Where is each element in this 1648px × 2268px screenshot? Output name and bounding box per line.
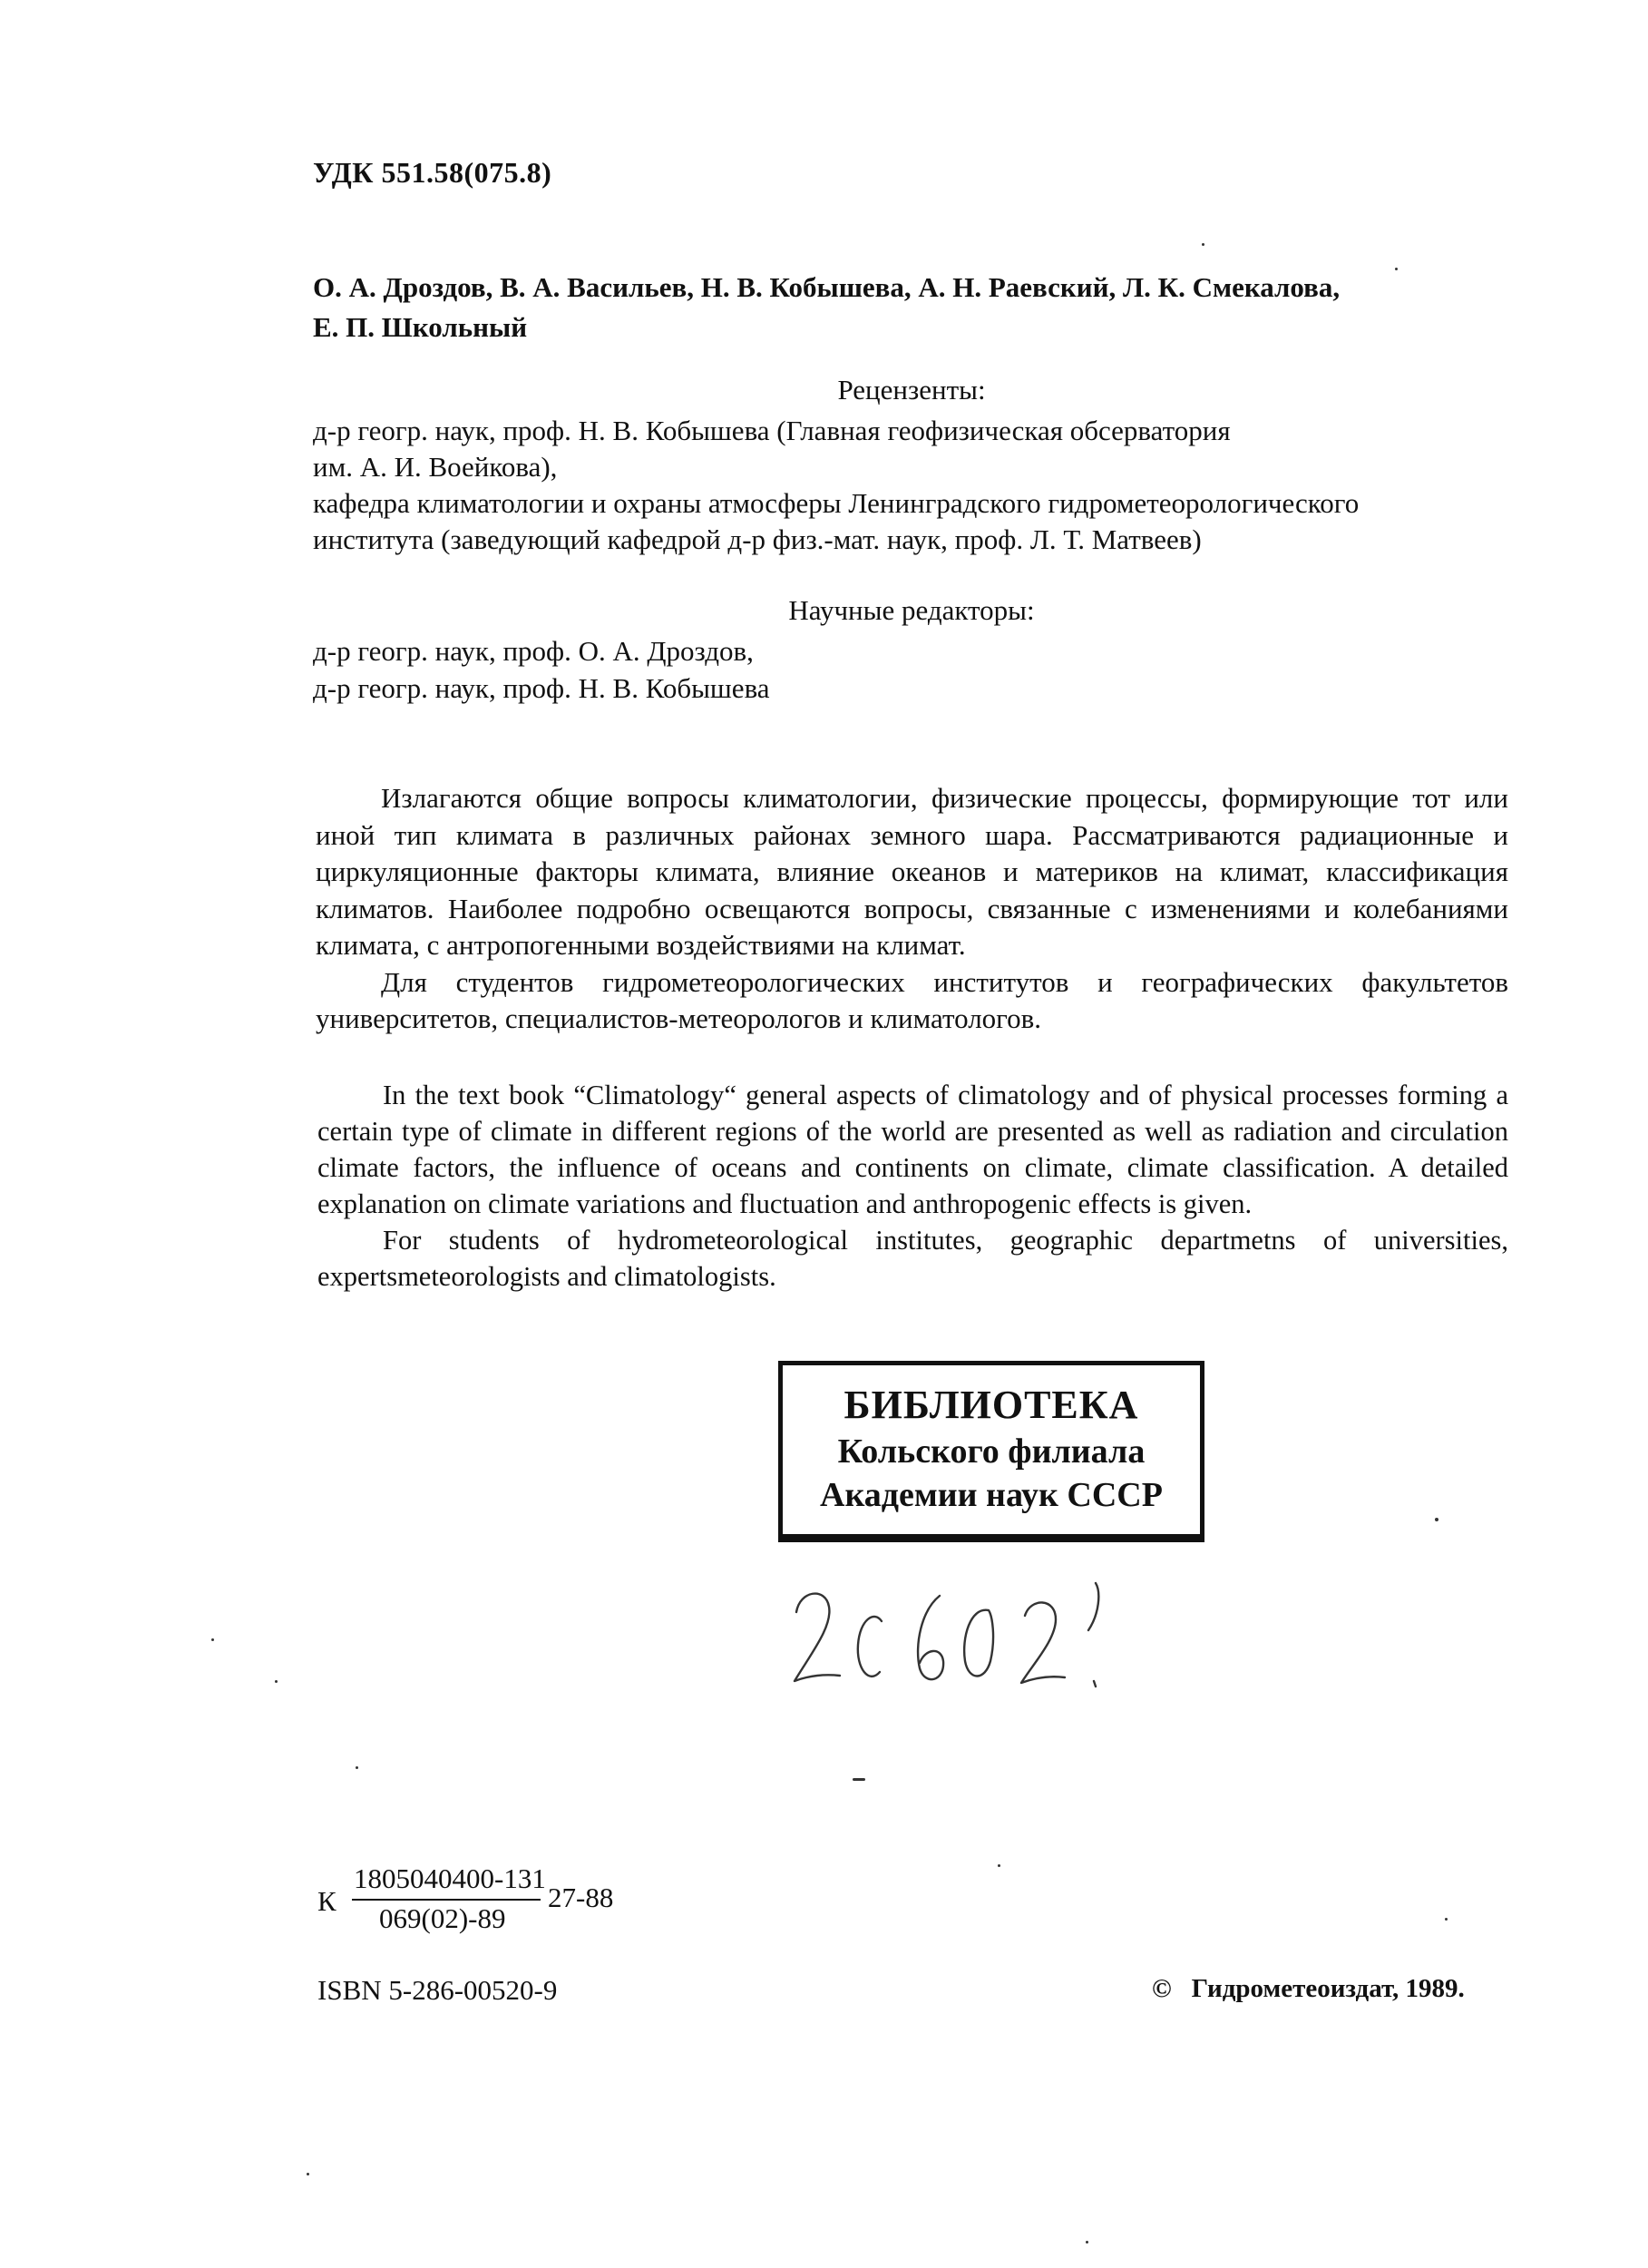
classification-letter: К [317,1885,336,1917]
reviewers-block [313,413,1510,558]
abstract-russian [316,780,1508,1038]
fraction-bar [352,1899,541,1901]
stamp-line-1: БИБЛИОТЕКА [844,1383,1139,1427]
editor-line: д-р геогр. наук, проф. Н. В. Кобышева [313,672,770,704]
scan-speck [1435,1518,1438,1521]
classification-denominator: 069(02)-89 [379,1902,506,1934]
scan-speck [1202,243,1204,246]
abstract-en-paragraph-1: In the text book “Climatology“ general aspects of climatology and of physical processes forming a certain type of climate in different regions of the world are presented as well as radiation and circulation climate factors, the influence of oceans and continents on climate, climate classification. A detailed explanation on climate variations and fluctuation and anthropogenic effects is given. [317,1080,1508,1219]
authors-line-1: О. А. Дроздов, В. А. Васильев, Н. В. Кобышева, А. Н. Раевский, Л. К. Смекалова, [313,271,1341,303]
abstract-english [317,1077,1508,1295]
editors-block [313,632,1510,707]
library-stamp [778,1361,1204,1542]
reviewer-line: им. А. И. Воейкова), [313,451,558,483]
hw-dot-mark [1094,1681,1096,1686]
isbn-number: ISBN 5-286-00520-9 [317,1974,558,2006]
copyright-publisher: Гидрометеоиздат, 1989. [1191,1974,1465,2003]
scan-speck [307,2173,309,2175]
classification-code [317,1855,680,1946]
reviewer-line: института (заведующий кафедрой д-р физ.-мат. наук, проф. Л. Т. Матвеев) [313,523,1202,555]
stamp-line-2: Кольского филиала [837,1432,1146,1471]
editors-title: Научные редакторы: [788,594,1035,626]
authors-list [313,268,1401,347]
hw-digit-6 [918,1596,943,1679]
hw-digit-2-second [1021,1602,1065,1683]
handwritten-inventory-number [787,1574,1150,1701]
abstract-en-paragraph-2: For students of hydrometeorological institutes, geographic departmetns of universities, expertsmeteorologists and climatologists. [317,1225,1508,1292]
editor-line: д-р геогр. наук, проф. О. А. Дроздов, [313,635,754,667]
abstract-ru-paragraph-2: Для студентов гидрометеорологических институтов и географических факультетов университетов, специалистов-метеорологов и климатологов. [316,965,1508,1034]
copyright-icon: © [1152,1974,1172,2003]
authors-line-2: Е. П. Школьный [313,311,528,343]
hw-digit-0-second [964,1610,993,1677]
abstract-ru-paragraph-1: Излагаются общие вопросы климатологии, физические процессы, формирующие тот или иной тип климата в различных районах земного шара. Рассматриваются радиационные и циркуляционные факторы климата, влияние океанов и материков на климат, классификация климатов. Наиболее подробно освещаются вопросы, связанные с изменениями и колебаниями климата, с антропогенными воздействиями на климат. [316,782,1508,961]
reviewers-title: Рецензенты: [837,374,986,406]
scan-speck [275,1680,278,1683]
udk-code: УДК 551.58(075.8) [313,156,552,189]
scan-speck [211,1638,214,1641]
scan-speck [356,1766,358,1769]
scan-speck [1445,1918,1448,1921]
scan-speck [1086,2241,1088,2244]
hw-digit-2 [795,1594,840,1681]
scan-speck [853,1778,865,1781]
classification-suffix: 27-88 [548,1882,614,1913]
scan-speck [998,1864,1000,1867]
copyright-line [1152,1974,1465,2004]
classification-numerator: 1805040400-131 [354,1862,546,1894]
reviewer-line: кафедра климатологии и охраны атмосферы Ленинградского гидрометеорологического [313,487,1360,519]
reviewer-line: д-р геогр. наук, проф. Н. В. Кобышева (Главная геофизическая обсерватория [313,415,1231,446]
hw-digit-0 [858,1617,882,1677]
scan-speck [1395,268,1398,270]
stamp-line-3: Академии наук СССР [820,1476,1163,1514]
hw-tick-mark [1088,1583,1098,1630]
